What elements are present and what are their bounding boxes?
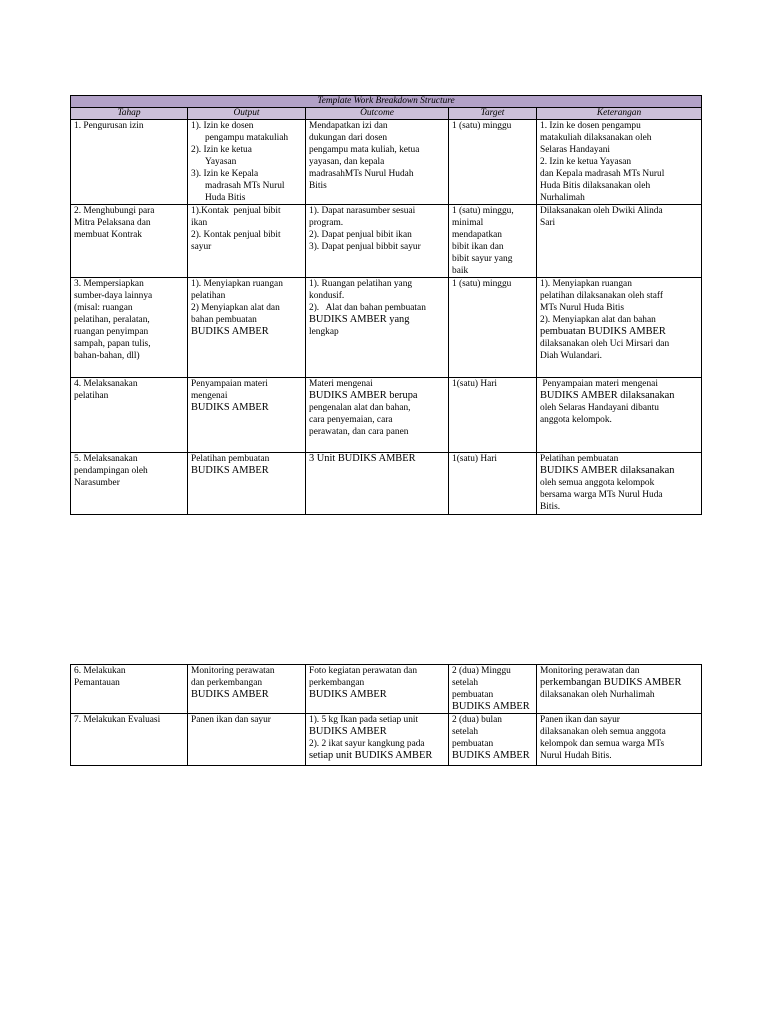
cell-line: pembuatan xyxy=(452,690,494,700)
cell-line: 1. Izin ke dosen pengampu xyxy=(540,121,641,131)
cell-line: pelatihan dilaksanakan oleh staff xyxy=(540,291,663,301)
cell-tahap xyxy=(71,665,188,714)
table-body xyxy=(71,120,702,515)
cell-tahap xyxy=(71,278,188,378)
cell-line: bahan-bahan, dll) xyxy=(74,351,140,361)
cell-line: Monitoring perawatan xyxy=(191,666,275,676)
cell-outcome xyxy=(306,120,449,205)
cell-line: 2). Menyiapkan alat dan bahan xyxy=(540,315,656,325)
cell-line: dilaksanakan oleh Nurhalimah xyxy=(540,690,655,700)
table-row xyxy=(71,665,702,714)
cell-line: Penyampaian materi mengenai xyxy=(540,379,658,389)
cell-line: 1). Menyiapkan ruangan xyxy=(191,279,283,289)
cell-line: bersama warga MTs Nurul Huda xyxy=(540,490,663,500)
cell-line: 3. Mempersiapkan xyxy=(74,279,144,289)
cell-line: Pelatihan pembuatan xyxy=(540,454,619,464)
cell-line: mengenai xyxy=(191,391,228,401)
cell-line: BUDIKS AMBER xyxy=(191,326,269,337)
cell-output xyxy=(188,714,306,766)
cell-line: (misal: ruangan xyxy=(74,303,133,313)
cell-line: BUDIKS AMBER xyxy=(309,689,387,700)
cell-output xyxy=(188,453,306,515)
cell-output xyxy=(188,278,306,378)
cell-line: 3). Izin ke Kepala xyxy=(191,169,259,179)
cell-line: 2. Menghubungi para xyxy=(74,206,155,216)
column-header-keterangan: Keterangan xyxy=(537,108,702,120)
cell-line: oleh Selaras Handayani dibantu xyxy=(540,403,659,413)
cell-line: setelah xyxy=(452,727,479,737)
table-row xyxy=(71,378,702,453)
cell-line: matakuliah dilaksanakan oleh xyxy=(540,133,652,143)
cell-line: dan Kepala madrasah MTs Nurul xyxy=(540,169,665,179)
cell-target xyxy=(449,665,537,714)
cell-line: kondusif. xyxy=(309,291,345,301)
cell-line: BUDIKS AMBER xyxy=(309,726,387,737)
cell-line: 2. Izin ke ketua Yayasan xyxy=(540,157,632,167)
cell-line: madrasahMTs Nurul Hudah xyxy=(309,169,414,179)
cell-line: yayasan, dan kepala xyxy=(309,157,385,167)
cell-keterangan xyxy=(537,665,702,714)
table-row xyxy=(71,120,702,205)
cell-line: madrasah MTs Nurul xyxy=(205,181,285,191)
cell-outcome xyxy=(306,665,449,714)
cell-line: BUDIKS AMBER xyxy=(191,402,269,413)
cell-line: oleh semua anggota kelompok xyxy=(540,478,655,488)
cell-line: anggota kelompok. xyxy=(540,415,612,425)
column-header-outcome: Outcome xyxy=(306,108,449,120)
cell-outcome xyxy=(306,278,449,378)
cell-target xyxy=(449,205,537,278)
cell-line: pelatihan xyxy=(74,391,109,401)
cell-line: Selaras Handayani xyxy=(540,145,611,155)
table-row xyxy=(71,205,702,278)
cell-target xyxy=(449,714,537,766)
cell-keterangan xyxy=(537,278,702,378)
cell-line: 2). 2 ikat sayur kangkung pada xyxy=(309,739,425,749)
cell-line: bibit ikan dan xyxy=(452,242,504,252)
cell-line: 1). Izin ke dosen xyxy=(191,121,254,131)
cell-line: dilaksanakan oleh Uci Mirsari dan xyxy=(540,339,670,349)
cell-line: 1). Menyiapkan ruangan xyxy=(540,279,632,289)
cell-line: mendapatkan xyxy=(452,230,502,240)
cell-tahap xyxy=(71,714,188,766)
cell-line: sampah, papan tulis, xyxy=(74,339,151,349)
cell-line: pendampingan oleh xyxy=(74,466,148,476)
cell-line: 7. Melakukan Evaluasi xyxy=(74,715,161,725)
cell-line: program. xyxy=(309,218,344,228)
cell-line: Panen ikan dan sayur xyxy=(540,715,620,725)
cell-line: Diah Wulandari. xyxy=(540,351,602,361)
cell-line: BUDIKS AMBER berupa xyxy=(309,390,418,401)
cell-line: 1(satu) Hari xyxy=(452,379,498,389)
cell-line: ikan xyxy=(191,218,208,228)
cell-target xyxy=(449,278,537,378)
cell-line: Huda Bitis xyxy=(205,193,246,203)
cell-line: sumber-daya lainnya xyxy=(74,291,153,301)
cell-line: Penyampaian materi xyxy=(191,379,268,389)
cell-line: 2 (dua) Minggu xyxy=(452,666,511,676)
cell-line: 1 (satu) minggu xyxy=(452,121,512,131)
cell-outcome xyxy=(306,453,449,515)
cell-line: ruangan penyimpan xyxy=(74,327,149,337)
column-header-target: Target xyxy=(449,108,537,120)
cell-line: bahan pembuatan xyxy=(191,315,257,325)
cell-line: 1).Kontak penjual bibit xyxy=(191,206,281,216)
cell-line: kelompok dan semua warga MTs xyxy=(540,739,665,749)
cell-line: pelatihan, peralatan, xyxy=(74,315,150,325)
cell-tahap xyxy=(71,378,188,453)
cell-line: 5. Melaksanakan xyxy=(74,454,138,464)
cell-line: BUDIKS AMBER xyxy=(191,465,269,476)
cell-line: 2). Izin ke ketua xyxy=(191,145,252,155)
cell-line: Narasumber xyxy=(74,478,120,488)
cell-line: pembuatan BUDIKS AMBER xyxy=(540,326,666,337)
cell-tahap xyxy=(71,205,188,278)
cell-keterangan xyxy=(537,714,702,766)
table-row xyxy=(71,714,702,766)
cell-line: Mendapatkan izi dan xyxy=(309,121,388,131)
cell-line: Monitoring perawatan dan xyxy=(540,666,640,676)
cell-line: minimal xyxy=(452,218,484,228)
cell-line: 1 (satu) minggu xyxy=(452,279,512,289)
cell-output xyxy=(188,665,306,714)
cell-line: 2). Alat dan bahan pembuatan xyxy=(309,303,426,313)
cell-line: Yayasan xyxy=(205,157,237,167)
cell-line: perkembangan BUDIKS AMBER xyxy=(540,677,682,688)
cell-keterangan xyxy=(537,120,702,205)
cell-line: Nurul Hudah Bitis. xyxy=(540,751,612,761)
wbs-table-continued xyxy=(70,664,702,766)
cell-line: 2) Menyiapkan alat dan xyxy=(191,303,280,313)
cell-line: 4. Melaksanakan xyxy=(74,379,138,389)
cell-keterangan xyxy=(537,453,702,515)
cell-line: Nurhalimah xyxy=(540,193,585,203)
cell-line: pelatihan xyxy=(191,291,226,301)
cell-line: pengampu mata kuliah, ketua xyxy=(309,145,420,155)
cell-line: 1(satu) Hari xyxy=(452,454,498,464)
cell-line: Bitis. xyxy=(540,502,561,512)
cell-line: 6. Melakukan xyxy=(74,666,126,676)
cell-target xyxy=(449,378,537,453)
cell-line: Materi mengenai xyxy=(309,379,373,389)
column-header-tahap: Tahap xyxy=(71,108,188,120)
cell-line: setiap unit BUDIKS AMBER xyxy=(309,750,433,761)
cell-line: BUDIKS AMBER dilaksanakan xyxy=(540,390,675,401)
cell-output xyxy=(188,205,306,278)
table-body-continued xyxy=(71,665,702,766)
cell-line: Foto kegiatan perawatan dan xyxy=(309,666,418,676)
cell-line: 1. Pengurusan izin xyxy=(74,121,144,131)
cell-line: dan perkembangan xyxy=(191,678,263,688)
cell-line: BUDIKS AMBER dilaksanakan xyxy=(540,465,675,476)
cell-line: MTs Nurul Huda Bitis xyxy=(540,303,624,313)
cell-line: BUDIKS AMBER xyxy=(452,750,530,761)
cell-line: dukungan dari dosen xyxy=(309,133,388,143)
cell-line: 2 (dua) bulan xyxy=(452,715,502,725)
table-title: Template Work Breakdown Structure xyxy=(71,96,702,108)
cell-outcome xyxy=(306,714,449,766)
cell-outcome xyxy=(306,378,449,453)
cell-line: dilaksanakan oleh semua anggota xyxy=(540,727,666,737)
cell-line: Mitra Pelaksana dan xyxy=(74,218,151,228)
cell-line: perkembangan xyxy=(309,678,365,688)
table-row xyxy=(71,453,702,515)
cell-line: 1 (satu) minggu, xyxy=(452,206,514,216)
cell-line: pengenalan alat dan bahan, xyxy=(309,403,411,413)
cell-outcome xyxy=(306,205,449,278)
cell-output xyxy=(188,120,306,205)
cell-line: 1). Dapat narasumber sesuai xyxy=(309,206,416,216)
cell-line: membuat Kontrak xyxy=(74,230,142,240)
cell-line: Dilaksanakan oleh Dwiki Alinda xyxy=(540,206,663,216)
cell-line: bibit sayur yang xyxy=(452,254,513,264)
cell-line: setelah xyxy=(452,678,479,688)
cell-tahap xyxy=(71,453,188,515)
cell-line: baik xyxy=(452,266,469,276)
cell-line: 2). Dapat penjual bibit ikan xyxy=(309,230,412,240)
cell-line: Panen ikan dan sayur xyxy=(191,715,271,725)
cell-line: BUDIKS AMBER xyxy=(191,689,269,700)
cell-line: Bitis xyxy=(309,181,327,191)
cell-line: sayur xyxy=(191,242,212,252)
cell-line: Sari xyxy=(540,218,556,228)
cell-line: 1). 5 kg Ikan pada setiap unit xyxy=(309,715,419,725)
cell-line: pengampu matakuliah xyxy=(205,133,289,143)
cell-target xyxy=(449,453,537,515)
cell-tahap xyxy=(71,120,188,205)
cell-output xyxy=(188,378,306,453)
cell-line: pembuatan xyxy=(452,739,494,749)
cell-line: perawatan, dan cara panen xyxy=(309,427,409,437)
cell-line: BUDIKS AMBER xyxy=(452,701,530,712)
cell-line: Pemantauan xyxy=(74,678,120,688)
cell-line: BUDIKS AMBER yang xyxy=(309,314,410,325)
cell-line: 1). Ruangan pelatihan yang xyxy=(309,279,413,289)
cell-keterangan xyxy=(537,378,702,453)
cell-line: Pelatihan pembuatan xyxy=(191,454,270,464)
cell-line: 3). Dapat penjual bibbit sayur xyxy=(309,242,421,252)
cell-target xyxy=(449,120,537,205)
table-row xyxy=(71,278,702,378)
cell-line: 2). Kontak penjual bibit xyxy=(191,230,281,240)
cell-keterangan xyxy=(537,205,702,278)
column-header-output: Output xyxy=(188,108,306,120)
wbs-table xyxy=(70,95,702,515)
cell-line: Huda Bitis dilaksanakan oleh xyxy=(540,181,651,191)
cell-line: 3 Unit BUDIKS AMBER xyxy=(309,453,416,464)
cell-line: lengkap xyxy=(309,327,339,337)
cell-line: cara penyemaian, cara xyxy=(309,415,393,425)
